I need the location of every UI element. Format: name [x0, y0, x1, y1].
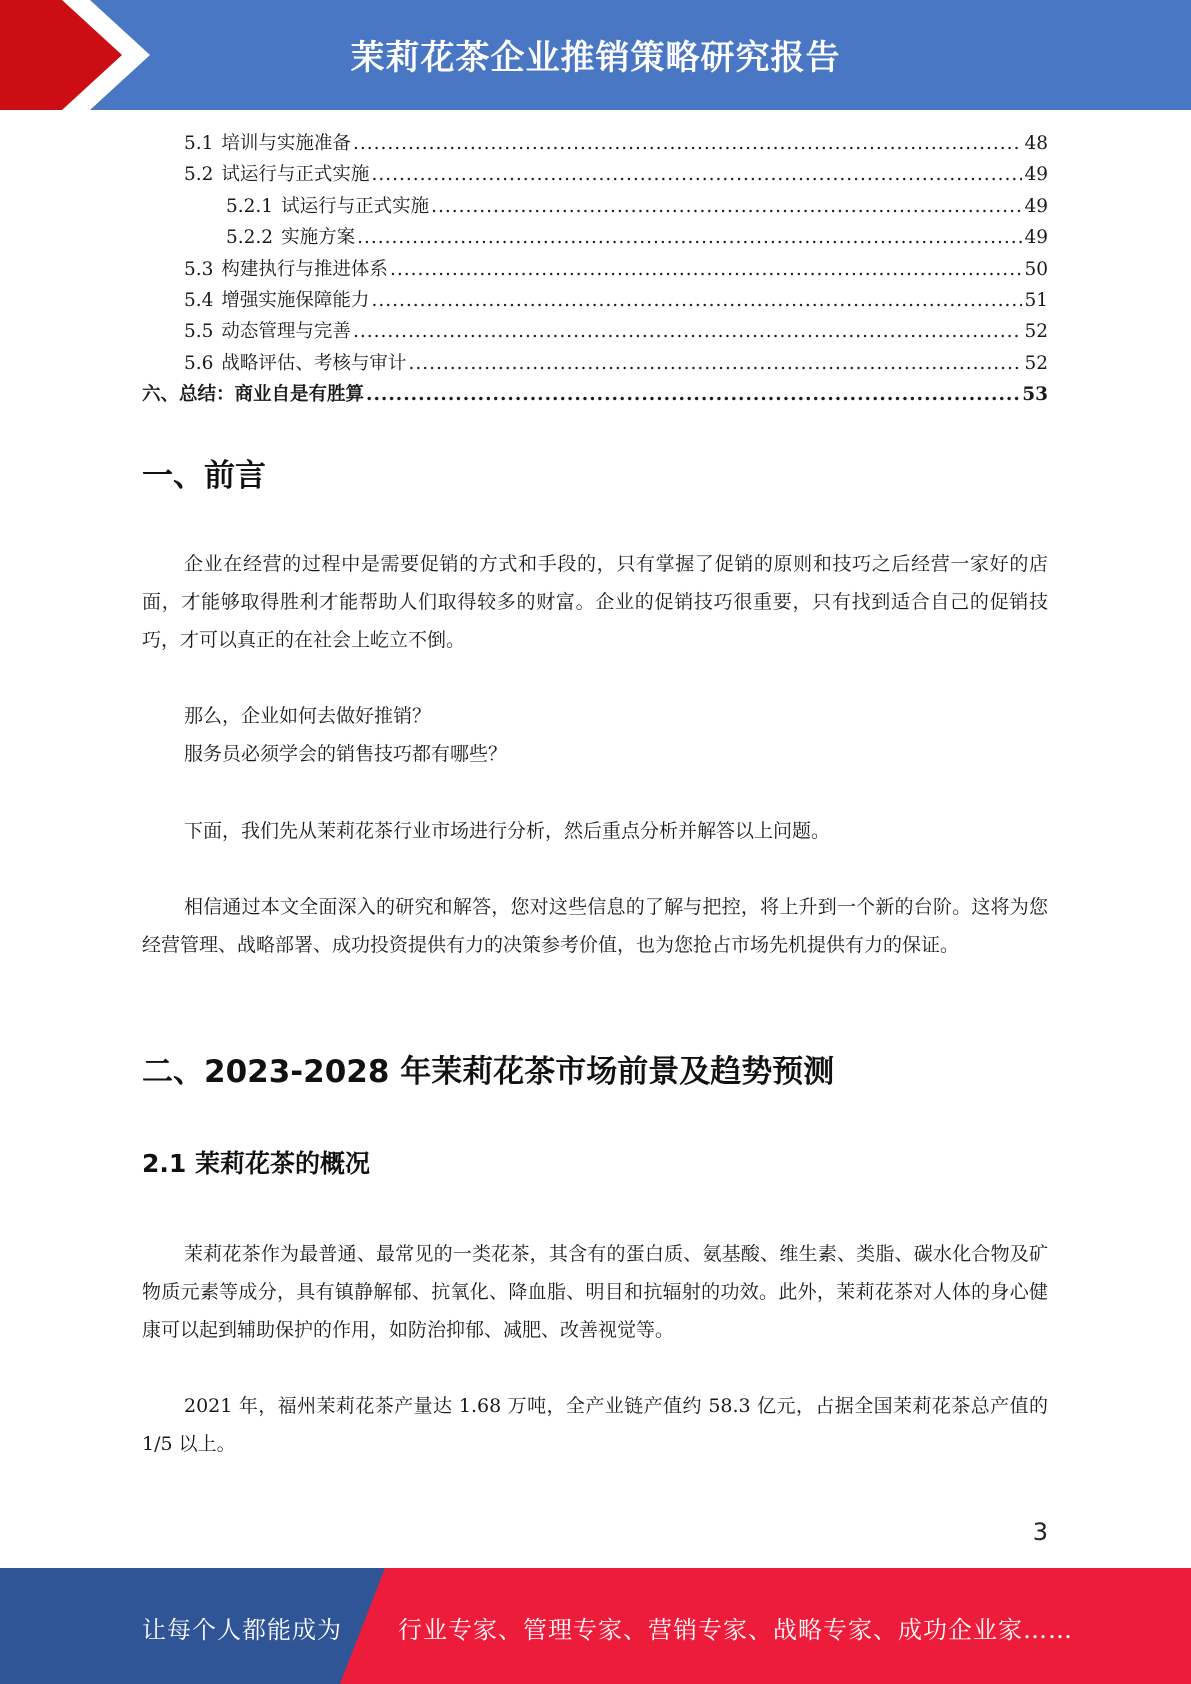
toc-entry[interactable]	[142, 348, 1048, 379]
toc-entry-page: 52	[1024, 352, 1048, 374]
toc-entry-page: 49	[1024, 195, 1048, 217]
report-title: 茉莉花茶企业推销策略研究报告	[350, 38, 841, 78]
toc-entry-number: 5.5	[184, 321, 214, 343]
toc-entry-page: 53	[1022, 384, 1048, 406]
preface-question-1: 那么，企业如何去做好推销？	[184, 705, 432, 727]
preface-question-2: 服务员必须学会的销售技巧都有哪些？	[184, 743, 508, 765]
toc-entry[interactable]	[142, 254, 1048, 285]
toc-entry-page: 49	[1024, 164, 1048, 186]
page-number: 3	[1032, 1518, 1048, 1546]
toc-entry[interactable]	[142, 128, 1048, 159]
toc-entry[interactable]	[142, 222, 1048, 253]
toc-entry-number: 5.2.2	[226, 227, 274, 249]
toc-entry-page: 51	[1024, 289, 1048, 311]
toc-dot-leader	[390, 254, 1023, 285]
preface-paragraph-2: 下面，我们先从茉莉花茶行业市场进行分析，然后重点分析并解答以上问题。	[184, 820, 831, 842]
footer-slogan-right: 行业专家、管理专家、营销专家、战略专家、成功企业家……	[398, 1616, 1073, 1644]
toc-entry-number: 5.6	[184, 352, 214, 374]
toc-entry-number: 5.1	[184, 133, 214, 154]
toc-entry-page: 50	[1024, 258, 1048, 280]
toc-dot-leader	[371, 285, 1022, 316]
toc-entry-number: 5.4	[184, 289, 214, 311]
toc-dot-leader	[371, 159, 1022, 190]
section-heading-market-outlook: 二、2023-2028 年茉莉花茶市场前景及趋势预测	[142, 1054, 835, 1090]
toc-dot-leader	[353, 128, 1023, 159]
toc-entry-title: 增强实施保障能力	[221, 289, 370, 311]
toc-entry-title: 战略评估、考核与审计	[221, 352, 407, 374]
toc-dot-leader	[366, 379, 1020, 410]
toc-entry[interactable]	[142, 191, 1048, 222]
footer-banner	[0, 1568, 1191, 1684]
toc-entry[interactable]	[142, 379, 1048, 410]
toc-dot-leader	[408, 348, 1022, 379]
toc-entry-title: 六、总结：商业自是有胜算	[142, 384, 365, 406]
toc-entry-title: 动态管理与完善	[221, 321, 351, 343]
toc-entry-title: 试运行与正式实施	[221, 164, 370, 186]
toc-entry-number: 5.2.1	[226, 195, 274, 217]
toc-entry-title: 构建执行与推进体系	[221, 258, 388, 280]
toc-entry-page: 52	[1024, 321, 1048, 343]
toc-dot-leader	[357, 222, 1022, 253]
toc-dot-leader	[431, 191, 1022, 222]
footer-slogan-left: 让每个人都能成为	[142, 1616, 342, 1644]
toc-entry-title: 实施方案	[281, 227, 356, 249]
toc-entry-title: 培训与实施准备	[221, 133, 351, 154]
toc-entry[interactable]	[142, 316, 1048, 347]
preface-paragraph-3: 相信通过本文全面深入的研究和解答，您对这些信息的了解与把控，将上升到一个新的台阶。这将为您经营管理、战略部署、成功投资提供有力的决策参考价值，也为您抢占市场先机提供有力的保证。	[142, 896, 1048, 956]
overview-paragraph-2: 2021 年，福州茉莉花茶产量达 1.68 万吨，全产业链产值约 58.3 亿元，占据全国茉莉花茶总产值的 1/5 以上。	[142, 1395, 1048, 1455]
table-of-contents	[142, 128, 1048, 411]
section-heading-preface: 一、前言	[142, 458, 266, 494]
toc-entry-page: 49	[1024, 227, 1048, 249]
toc-dot-leader	[353, 316, 1023, 347]
preface-paragraph-1: 企业在经营的过程中是需要促销的方式和手段的，只有掌握了促销的原则和技巧之后经营一家好的店面，才能够取得胜利才能帮助人们取得较多的财富。企业的促销技巧很重要，只有找到适合自己的促销技巧，才可以真正的在社会上屹立不倒。	[142, 553, 1048, 651]
header-banner	[0, 0, 1191, 110]
overview-paragraph-1: 茉莉花茶作为最普通、最常见的一类花茶，其含有的蛋白质、氨基酸、维生素、类脂、碳水化合物及矿物质元素等成分，具有镇静解郁、抗氧化、降血脂、明目和抗辐射的功效。此外，茉莉花茶对人体的身心健康可以起到辅助保护的作用，如防治抑郁、减肥、改善视觉等。	[142, 1243, 1048, 1341]
toc-entry[interactable]	[142, 285, 1048, 316]
toc-entry-number: 5.2	[184, 164, 214, 186]
toc-entry-number: 5.3	[184, 258, 214, 280]
toc-entry-page: 48	[1024, 133, 1048, 154]
toc-entry-title: 试运行与正式实施	[281, 195, 430, 217]
subsection-heading-overview: 2.1 茉莉花茶的概况	[142, 1149, 370, 1178]
toc-entry[interactable]	[142, 159, 1048, 190]
